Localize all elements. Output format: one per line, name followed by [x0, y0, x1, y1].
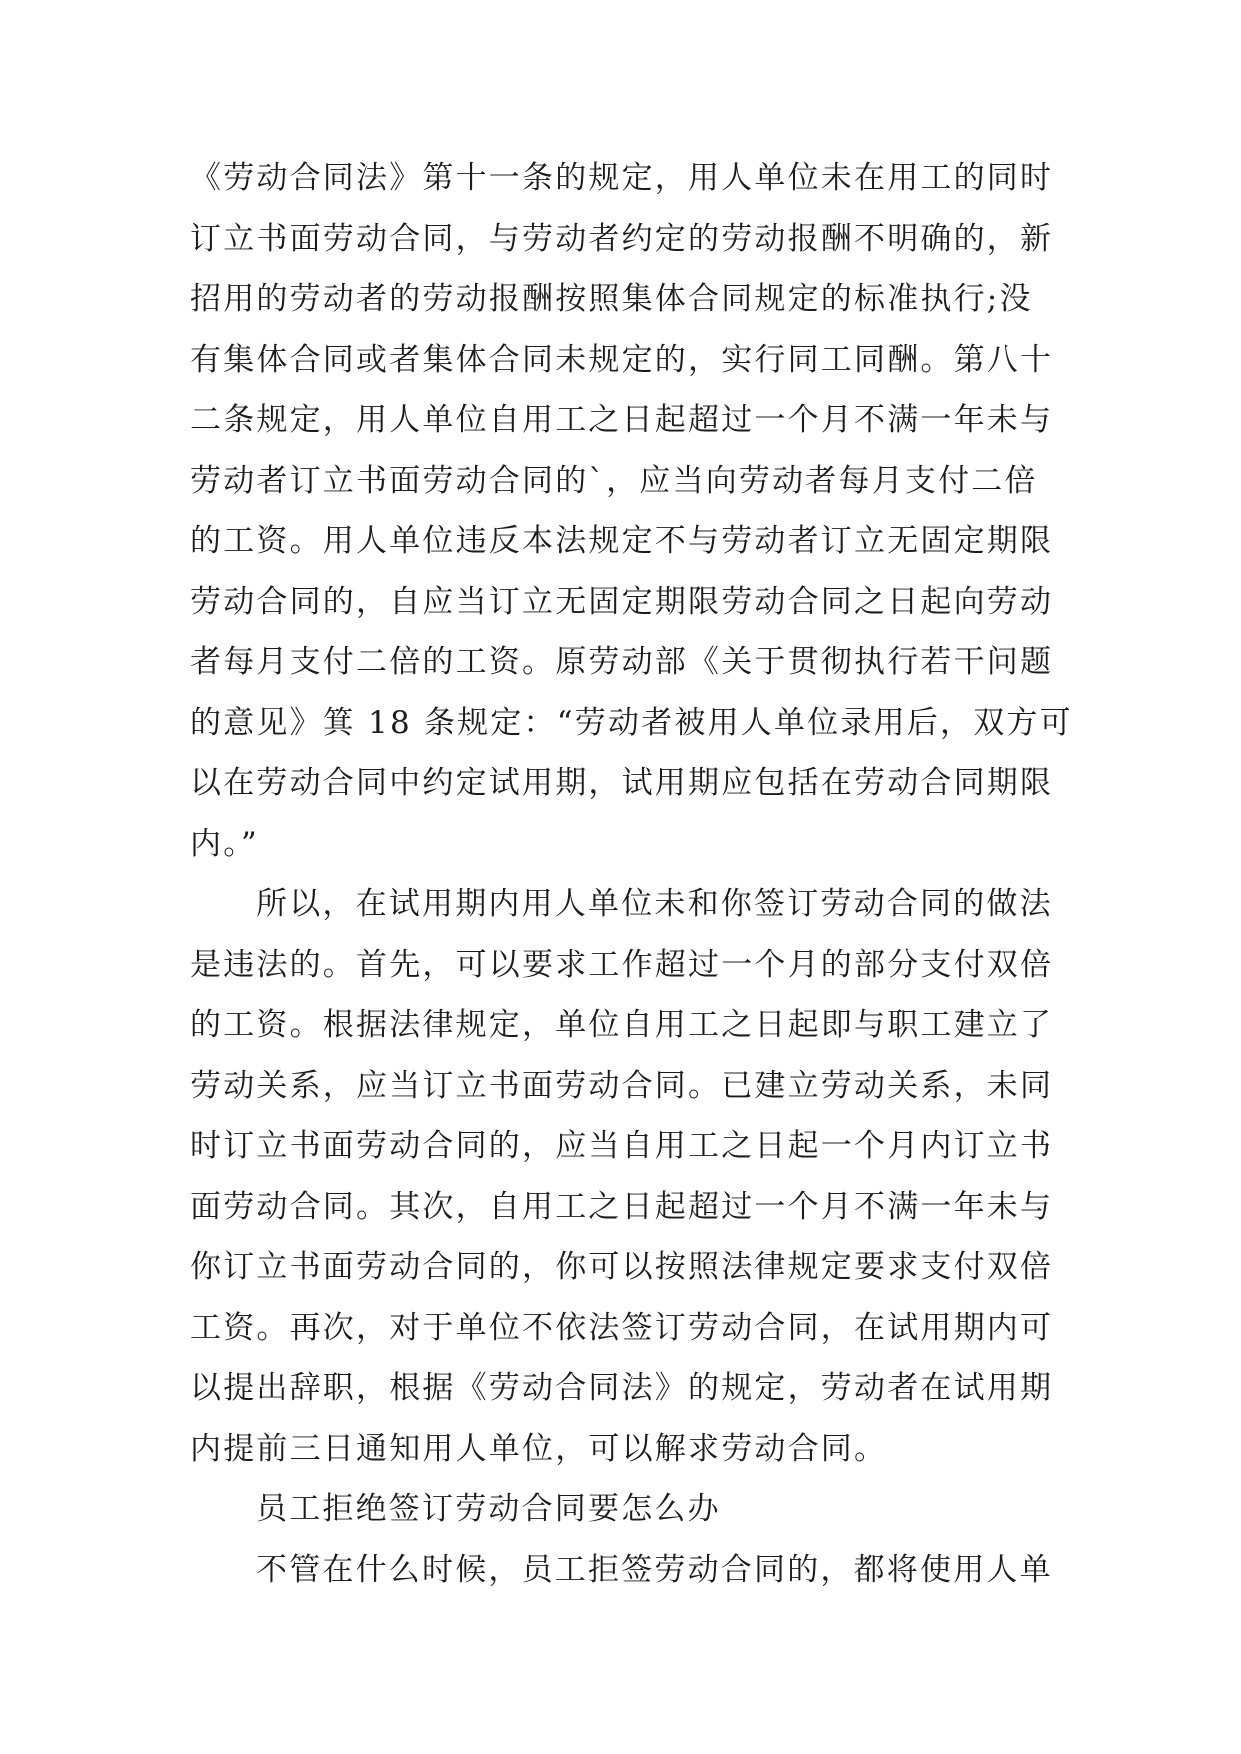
text-line: 内提前三日通知用人单位，可以解求劳动合同。: [190, 1430, 888, 1467]
text-line: 订立书面劳动合同，与劳动者约定的劳动报酬不明确的，新: [190, 220, 1054, 257]
text-line: 时订立书面劳动合同的，应当自用工之日起一个月内订立书: [190, 1128, 1054, 1164]
text-line: 劳动者订立书面劳动合同的`，应当向劳动者每月支付二倍: [190, 462, 1038, 499]
text-line: 者每月支付二倍的工资。原劳动部《关于贯彻执行若干问题: [190, 644, 1054, 680]
text-line: 面劳动合同。其次，自用工之日起超过一个月不满一年未与: [190, 1188, 1054, 1225]
text-line: 有集体合同或者集体合同未规定的，实行同工同酬。第八十: [190, 341, 1054, 378]
text-line: 工资。再次，对于单位不依法签订劳动合同，在试用期内可: [190, 1309, 1054, 1346]
paragraph-start-line: 不管在什么时候，员工拒签劳动合同的，都将使用人单: [256, 1551, 1053, 1588]
text-line: 劳动关系，应当订立书面劳动合同。已建立劳动关系，未同: [190, 1067, 1054, 1104]
text-line: 的工资。用人单位违反本法规定不与劳动者订立无固定期限: [190, 523, 1054, 559]
text-line: 你订立书面劳动合同的，你可以按照法律规定要求支付双倍: [190, 1249, 1054, 1285]
text-line: 二条规定，用人单位自用工之日起超过一个月不满一年未与: [190, 402, 1054, 438]
text-line: 的工资。根据法律规定，单位自用工之日起即与职工建立了: [190, 1007, 1054, 1043]
text-line: 内。”: [190, 825, 259, 862]
text-line: 《劳动合同法》第十一条的规定，用人单位未在用工的同时: [190, 160, 1054, 196]
text-line: 以提出辞职，根据《劳动合同法》的规定，劳动者在试用期: [190, 1370, 1054, 1406]
text-line: 招用的劳动者的劳动报酬按照集体合同规定的标准执行;没: [190, 281, 1033, 317]
section-heading: 员工拒绝签订劳动合同要怎么办: [256, 1491, 721, 1527]
paragraph-start-line: 所以，在试用期内用人单位未和你签订劳动合同的做法: [256, 886, 1053, 922]
text-line: 的意见》箕 18 条规定：“劳动者被用人单位录用后，双方可: [190, 704, 1073, 741]
body-text: [190, 148, 1073, 1600]
text-line: 以在劳动合同中约定试用期，试用期应包括在劳动合同期限: [190, 765, 1054, 801]
text-line: 劳动合同的，自应当订立无固定期限劳动合同之日起向劳动: [190, 583, 1054, 620]
text-line: 是违法的。首先，可以要求工作超过一个月的部分支付双倍: [190, 946, 1054, 983]
